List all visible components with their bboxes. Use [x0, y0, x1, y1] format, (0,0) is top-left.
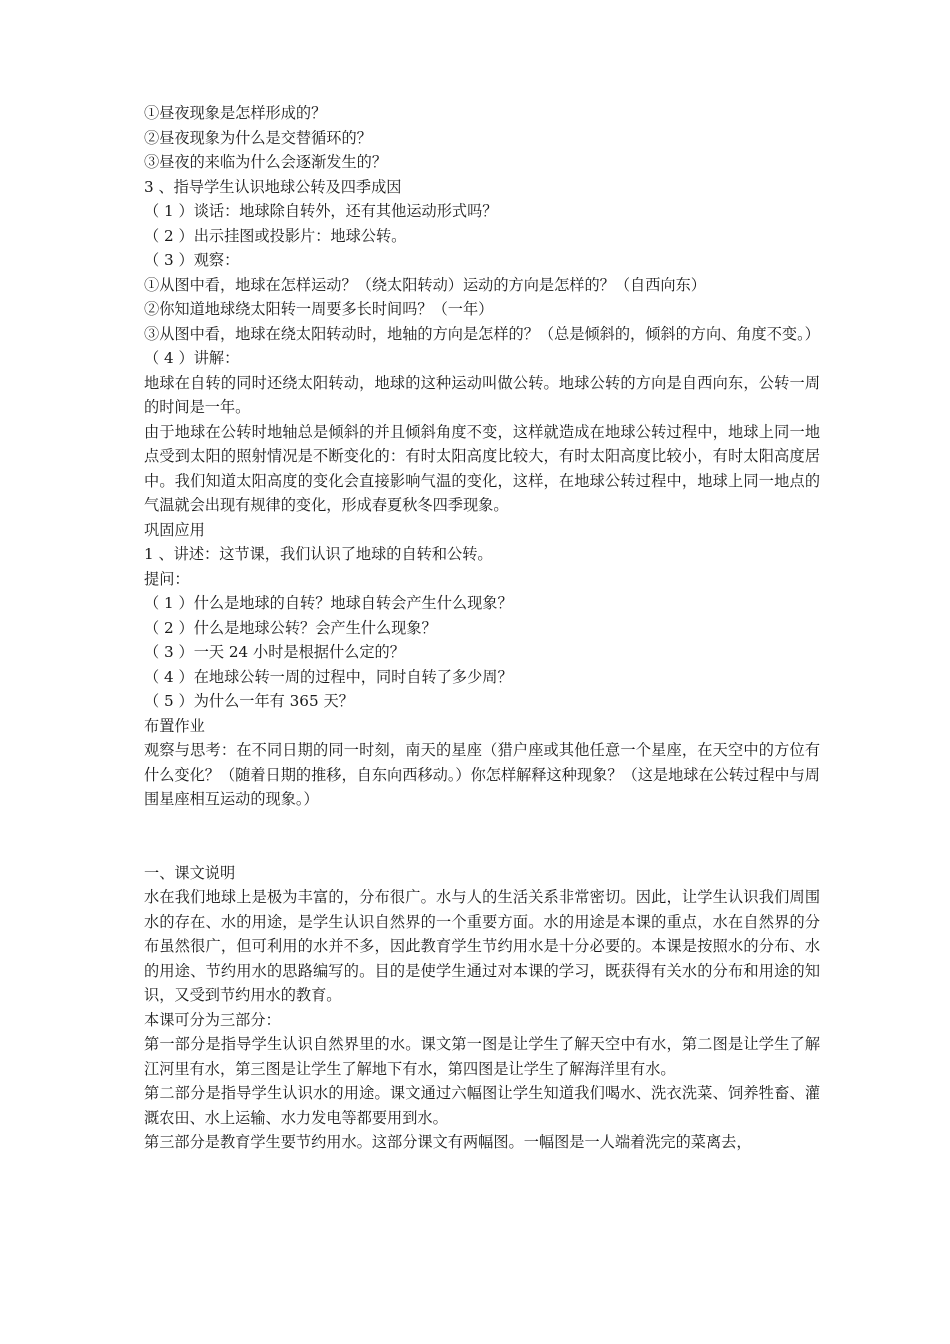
- review-line: 提问：: [144, 569, 190, 588]
- observe-paragraph: ③从图中看，地球在绕太阳转动时，地轴的方向是怎样的？（总是倾斜的，倾斜的方向、角度不变。）: [144, 324, 820, 343]
- observe-line: ①从图中看，地球在怎样运动？（绕太阳转动）运动的方向是怎样的？（自西向东）: [144, 275, 706, 294]
- step-line: （ 3 ）观察：: [144, 251, 240, 269]
- step-line: （ 2 ）出示挂图或投影片：地球公转。: [144, 226, 407, 245]
- question-line: （ 5 ）为什么一年有 365 天？: [144, 692, 354, 710]
- question-line: ③昼夜的来临为什么会逐渐发生的？: [144, 153, 387, 171]
- part-paragraph: 第二部分是指导学生认识水的用途。课文通过六幅图让学生知道我们喝水、洗衣洗菜、饲养牲畜、灌溉农田、水上运输、水力发电等都要用到水。: [144, 1084, 820, 1127]
- text-paragraph: 水在我们地球上是极为丰富的，分布很广。水与人的生活关系非常密切。因此，让学生认识我们周围水的存在、水的用途，是学生认识自然界的一个重要方面。水的用途是本课的重点，水在自然界的分布虽然很广，但可利用的水并不多，因此教育学生节约用水是十分必要的。本课是按照水的分布、水的用途、节约用水的思路编写的。目的是使学生通过对本课的学习，既获得有关水的分布和用途的知识，又受到节约用水的教育。: [144, 888, 820, 1004]
- homework-paragraph: 观察与思考：在不同日期的同一时刻，南天的星座（猎户座或其他任意一个星座，在天空中的方位有什么变化？（随着日期的推移，自东向西移动。）你怎样解释这种现象？（这是地球在公转过程中与周围星座相互运动的现象。）: [144, 741, 820, 808]
- question-line: ②昼夜现象为什么是交替循环的？: [144, 128, 372, 147]
- question-line: （ 1 ）什么是地球的自转？地球自转会产生什么现象？: [144, 594, 513, 612]
- question-line: ①昼夜现象是怎样形成的？: [144, 104, 327, 122]
- explain-paragraph: 地球在自转的同时还绕太阳转动，地球的这种运动叫做公转。地球公转的方向是自西向东，公转一周的时间是一年。: [144, 373, 820, 416]
- explain-paragraph: 由于地球在公转时地轴总是倾斜的并且倾斜角度不变，这样就造成在地球公转过程中，地球上同一地点受到太阳的照射情况是不断变化的：有时太阳高度比较大，有时太阳高度比较小，有时太阳高度居中。我们知道太阳高度的变化会直接影响气温的变化，这样，在地球公转过程中，地球上同一地点的气温就会出现有规律的变化，形成春夏秋冬四季现象。: [144, 422, 820, 514]
- step-line: （ 4 ）讲解：: [144, 349, 240, 367]
- part-paragraph: 第一部分是指导学生认识自然界里的水。课文第一图是让学生了解天空中有水，第二图是让学生了解江河里有水，第三图是让学生了解地下有水，第四图是让学生了解海洋里有水。: [144, 1035, 820, 1078]
- observe-line: ②你知道地球绕太阳转一周要多长时间吗？（一年）: [144, 300, 494, 318]
- document-body: [144, 101, 820, 1155]
- parts-heading: 本课可分为三部分：: [144, 1010, 281, 1029]
- blank-gap: [144, 812, 820, 861]
- step-heading: 3 、指导学生认识地球公转及四季成因: [144, 177, 402, 196]
- step-line: （ 1 ）谈话：地球除自转外，还有其他运动形式吗？: [144, 202, 498, 220]
- section-heading: 巩固应用: [144, 520, 205, 539]
- section-heading: 布置作业: [144, 716, 205, 735]
- section-heading: 一、课文说明: [144, 863, 236, 882]
- question-line: （ 2 ）什么是地球公转？会产生什么现象？: [144, 618, 437, 637]
- question-line: （ 3 ）一天 24 小时是根据什么定的？: [144, 643, 405, 661]
- question-line: （ 4 ）在地球公转一周的过程中，同时自转了多少周？: [144, 667, 513, 686]
- review-line: 1 、讲述：这节课，我们认识了地球的自转和公转。: [144, 545, 493, 563]
- part-paragraph: 第三部分是教育学生要节约用水。这部分课文有两幅图。一幅图是一人端着洗完的菜离去，: [144, 1133, 752, 1151]
